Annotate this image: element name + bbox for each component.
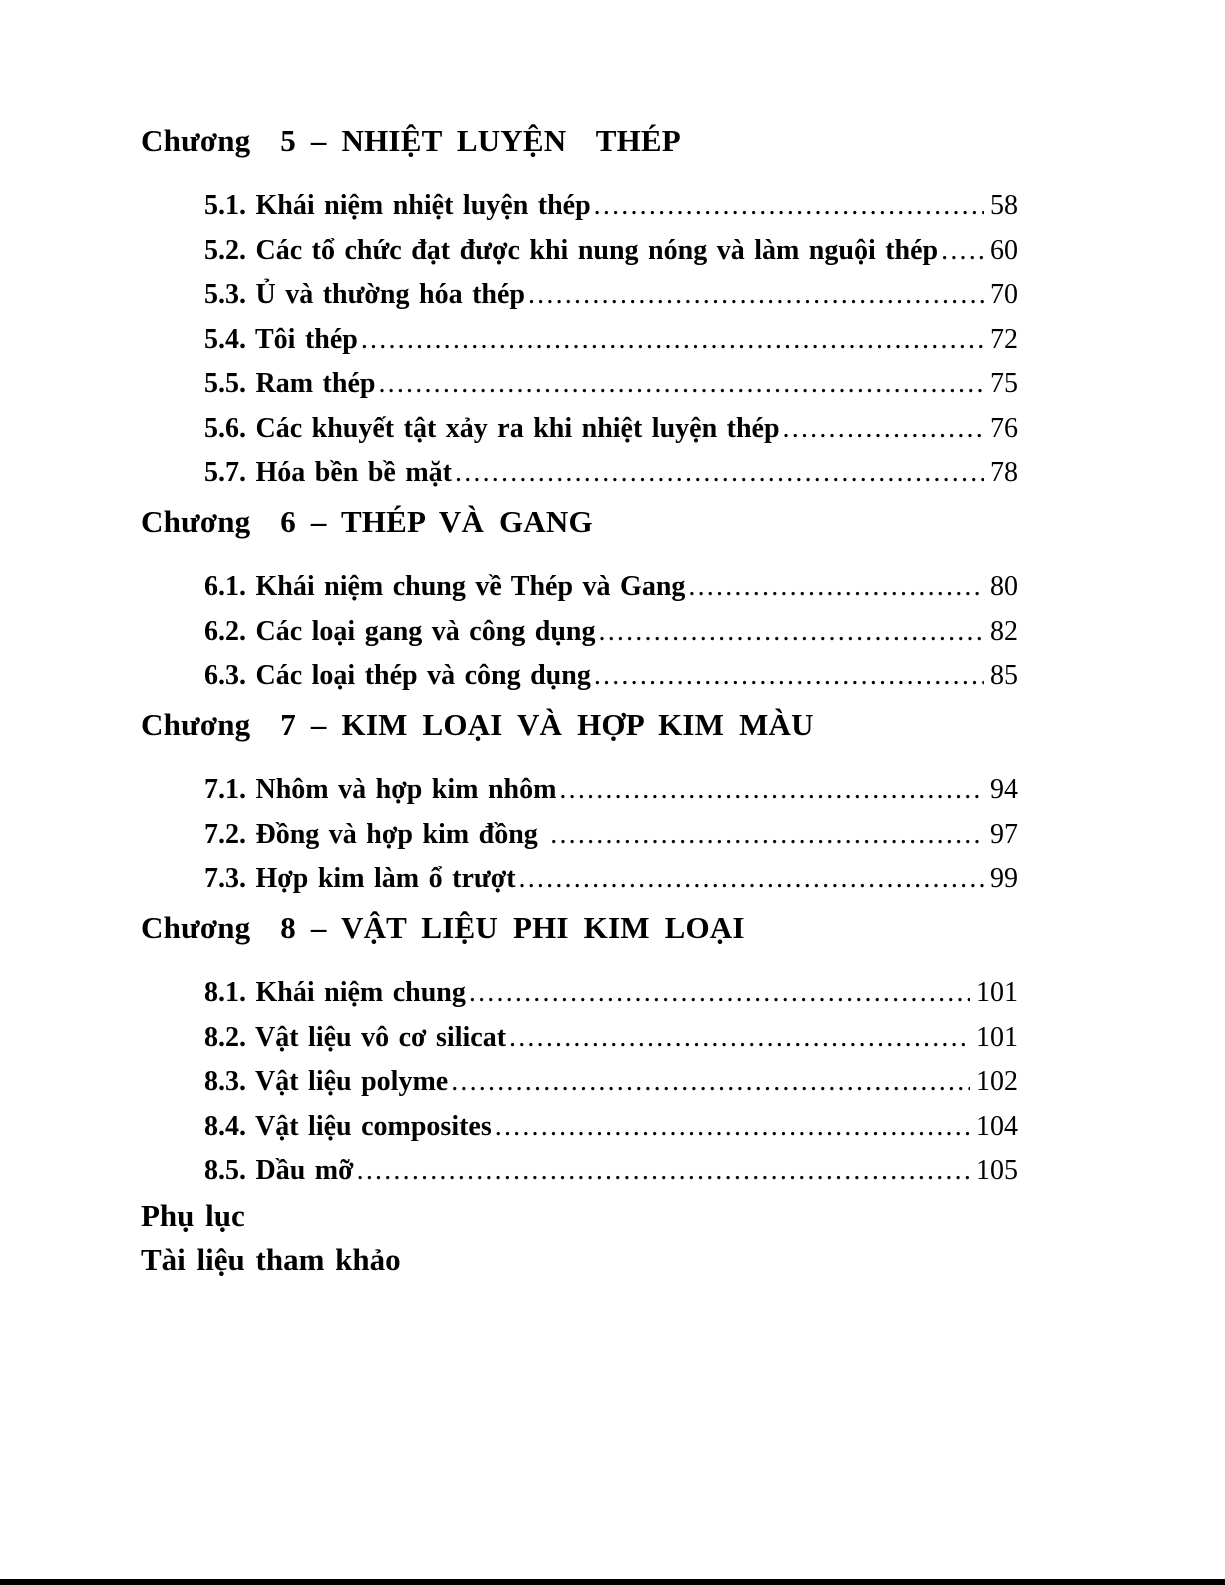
toc-item [141,976,1018,1010]
toc-label: 7.1. Nhôm và hợp kim nhôm [204,774,557,805]
toc-item [141,234,1018,268]
toc-item [141,456,1018,490]
toc-item [141,1110,1018,1144]
table-of-contents [141,124,1018,1288]
page-number: 94 [990,774,1018,805]
page-number: 72 [990,323,1018,355]
dot-leader [550,818,984,852]
page-number: 104 [976,1110,1018,1142]
toc-label: 6.2. Các loại gang và công dụng [204,615,596,647]
toc-label: Chương 8 – VẬT LIỆU PHI KIM LOẠI [141,910,745,945]
toc-label: 6.1. Khái niệm chung về Thép và Gang [204,571,686,602]
page-number: 82 [990,615,1018,647]
dot-leader [495,1110,970,1144]
toc-label: 7.3. Hợp kim làm ổ trượt [204,863,516,894]
bottom-edge-bar [0,1579,1225,1585]
toc-label: 5.5. Ram thép [204,368,376,399]
page-number: 97 [990,818,1018,850]
toc-label: 5.1. Khái niệm nhiệt luyện thép [204,190,591,221]
page-number: 80 [990,571,1018,602]
dot-leader [519,862,984,896]
toc-label: Chương 5 – NHIỆT LUYỆN THÉP [141,123,681,158]
dot-leader [469,976,970,1010]
page-number: 70 [990,279,1018,310]
page-number: 102 [976,1066,1018,1097]
dot-leader [599,615,985,649]
toc-chapter-heading [141,505,1018,539]
toc-label: Tài liệu tham khảo [141,1242,401,1277]
dot-leader [688,570,984,604]
toc-item [141,323,1018,357]
toc-label: 8.1. Khái niệm chung [204,977,466,1008]
toc-label: 8.5. Dầu mỡ [204,1155,354,1186]
toc-item [141,570,1018,604]
toc-label: 8.2. Vật liệu vô cơ silicat [204,1021,507,1053]
toc-item [141,189,1018,223]
toc-label: 5.4. Tôi thép [204,323,358,355]
dot-leader [528,278,984,312]
dot-leader [455,456,984,490]
page-number: 58 [990,190,1018,221]
page-number: 75 [990,368,1018,399]
toc-label: 5.3. Ủ và thường hóa thép [204,279,525,310]
dot-leader [941,234,984,268]
page-number: 78 [990,457,1018,488]
toc-item [141,615,1018,649]
page-number: 105 [976,1155,1018,1186]
toc-chapter-heading [141,911,1018,945]
page-number: 60 [990,234,1018,266]
dot-leader [378,367,984,401]
toc-label: Phụ lục [141,1197,245,1233]
toc-item [141,659,1018,693]
page-number: 99 [990,863,1018,894]
toc-item [141,1021,1018,1055]
page-number: 101 [976,977,1018,1008]
toc-item [141,367,1018,401]
page-number: 76 [990,412,1018,444]
toc-item [141,1065,1018,1099]
dot-leader [559,773,984,807]
toc-plain-line [141,1243,1018,1277]
dot-leader [783,412,984,446]
toc-label: 8.4. Vật liệu composites [204,1110,492,1142]
page-number: 101 [976,1021,1018,1053]
toc-item [141,1154,1018,1188]
toc-item [141,862,1018,896]
toc-label: 5.6. Các khuyết tật xảy ra khi nhiệt luyện thép [204,412,780,444]
toc-chapter-heading [141,124,1018,158]
toc-item [141,818,1018,852]
dot-leader [361,323,984,357]
dot-leader [509,1021,970,1055]
dot-leader [451,1065,970,1099]
toc-label: 8.3. Vật liệu polyme [204,1066,449,1097]
toc-item [141,773,1018,807]
toc-label: 5.2. Các tổ chức đạt được khi nung nóng và làm nguội thép [204,234,939,266]
toc-label: Chương 6 – THÉP VÀ GANG [141,504,593,539]
toc-chapter-heading [141,708,1018,742]
toc-label: 6.3. Các loại thép và công dụng [204,660,591,691]
toc-label: 7.2. Đồng và hợp kim đồng [204,818,548,850]
toc-item [141,278,1018,312]
toc-item [141,412,1018,446]
toc-label: Chương 7 – KIM LOẠI VÀ HỢP KIM MÀU [141,707,814,742]
dot-leader [594,659,984,693]
page-number: 85 [990,660,1018,691]
dot-leader [357,1154,970,1188]
toc-plain-line [141,1199,1018,1233]
toc-label: 5.7. Hóa bền bề mặt [204,457,452,488]
dot-leader [594,189,984,223]
